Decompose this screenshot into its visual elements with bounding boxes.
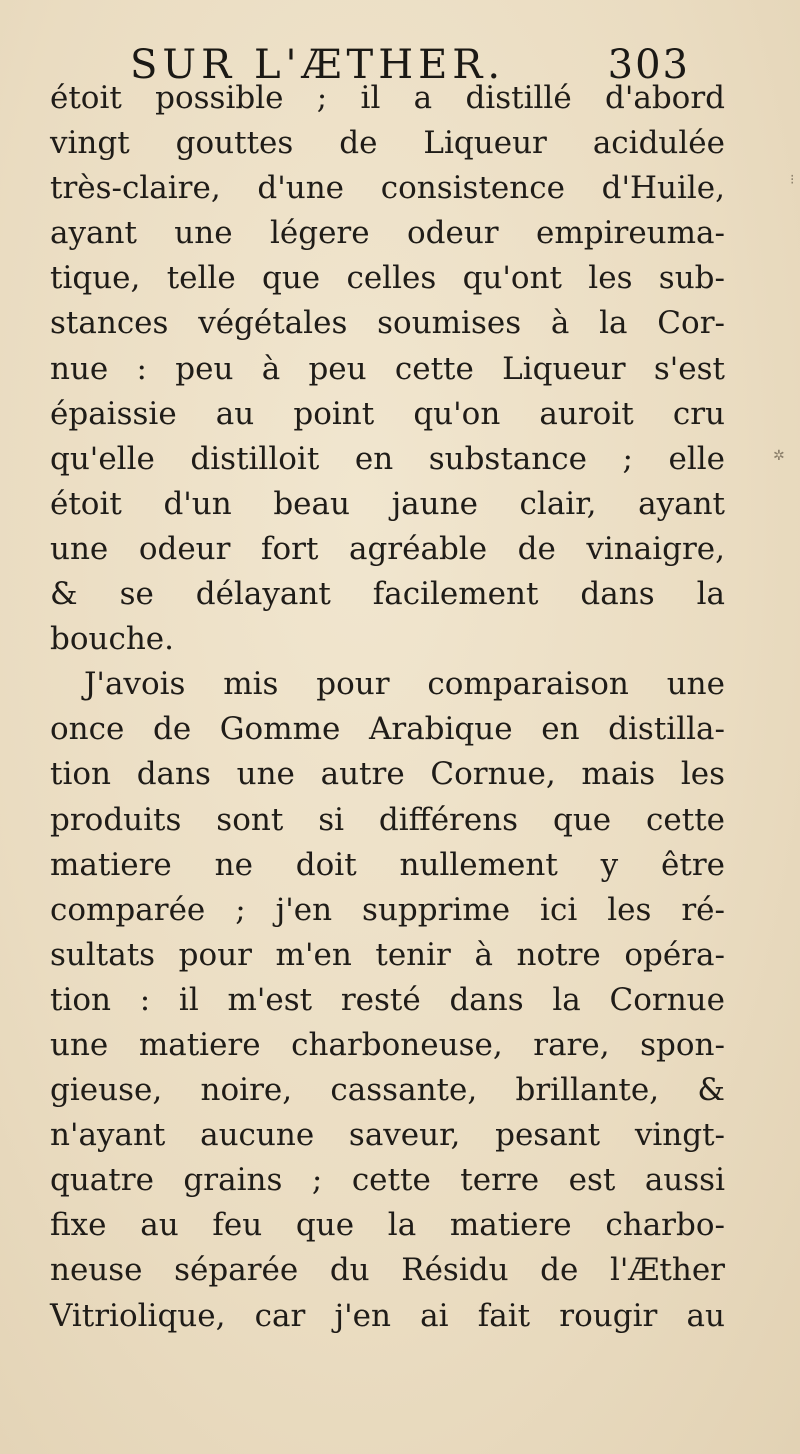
text-line: nue : peu à peu cette Liqueur s'est bbox=[50, 350, 725, 387]
margin-smudge-mark: ✲ bbox=[773, 448, 785, 464]
text-line: sultats pour m'en tenir à notre opéra- bbox=[50, 936, 725, 973]
text-line: quatre grains ; cette terre est aussi bbox=[50, 1162, 725, 1199]
text-line: & se délayant facilement dans la bbox=[50, 576, 725, 613]
text-line: étoit possible ; il a distillé d'abord bbox=[50, 80, 725, 116]
text-line: matiere ne doit nullement y être bbox=[50, 846, 725, 883]
text-line: ayant une légere odeur empireuma- bbox=[50, 215, 725, 252]
text-line: Vitriolique, car j'en ai fait rougir au bbox=[50, 1297, 725, 1334]
running-title: SUR L'ÆTHER. bbox=[130, 42, 506, 88]
text-line: stances végétales soumises à la Cor- bbox=[50, 305, 725, 342]
text-line: qu'elle distilloit en substance ; elle bbox=[50, 440, 725, 477]
text-line: once de Gomme Arabique en distilla- bbox=[50, 711, 725, 748]
text-line: fixe au feu que la matiere charbo- bbox=[50, 1207, 725, 1244]
text-line: épaissie au point qu'on auroit cru bbox=[50, 395, 725, 432]
text-line: étoit d'un beau jaune clair, ayant bbox=[50, 485, 725, 522]
text-line: tion : il m'est resté dans la Cornue bbox=[50, 981, 725, 1018]
text-line: neuse séparée du Résidu de l'Æther bbox=[50, 1252, 725, 1289]
paragraph-end-line: bouche. bbox=[50, 621, 174, 658]
text-line: comparée ; j'en supprime ici les ré- bbox=[50, 891, 725, 928]
text-line: produits sont si différens que cette bbox=[50, 801, 725, 838]
paragraph-start-line: J'avois mis pour comparaison une bbox=[84, 666, 725, 703]
margin-smudge-mark: ⁝ bbox=[790, 172, 795, 188]
text-line: tion dans une autre Cornue, mais les bbox=[50, 756, 725, 793]
body-text bbox=[50, 76, 725, 1339]
text-line: très-claire, d'une consistence d'Huile, bbox=[50, 170, 725, 207]
text-line: une odeur fort agréable de vinaigre, bbox=[50, 530, 725, 567]
text-line: une matiere charboneuse, rare, spon- bbox=[50, 1026, 725, 1063]
text-line: n'ayant aucune saveur, pesant vingt- bbox=[50, 1117, 725, 1154]
text-line: gieuse, noire, cassante, brillante, & bbox=[50, 1072, 725, 1109]
text-line: tique, telle que celles qu'ont les sub- bbox=[50, 260, 725, 297]
page-number: 303 bbox=[607, 42, 690, 88]
text-line: vingt gouttes de Liqueur acidulée bbox=[50, 125, 725, 162]
